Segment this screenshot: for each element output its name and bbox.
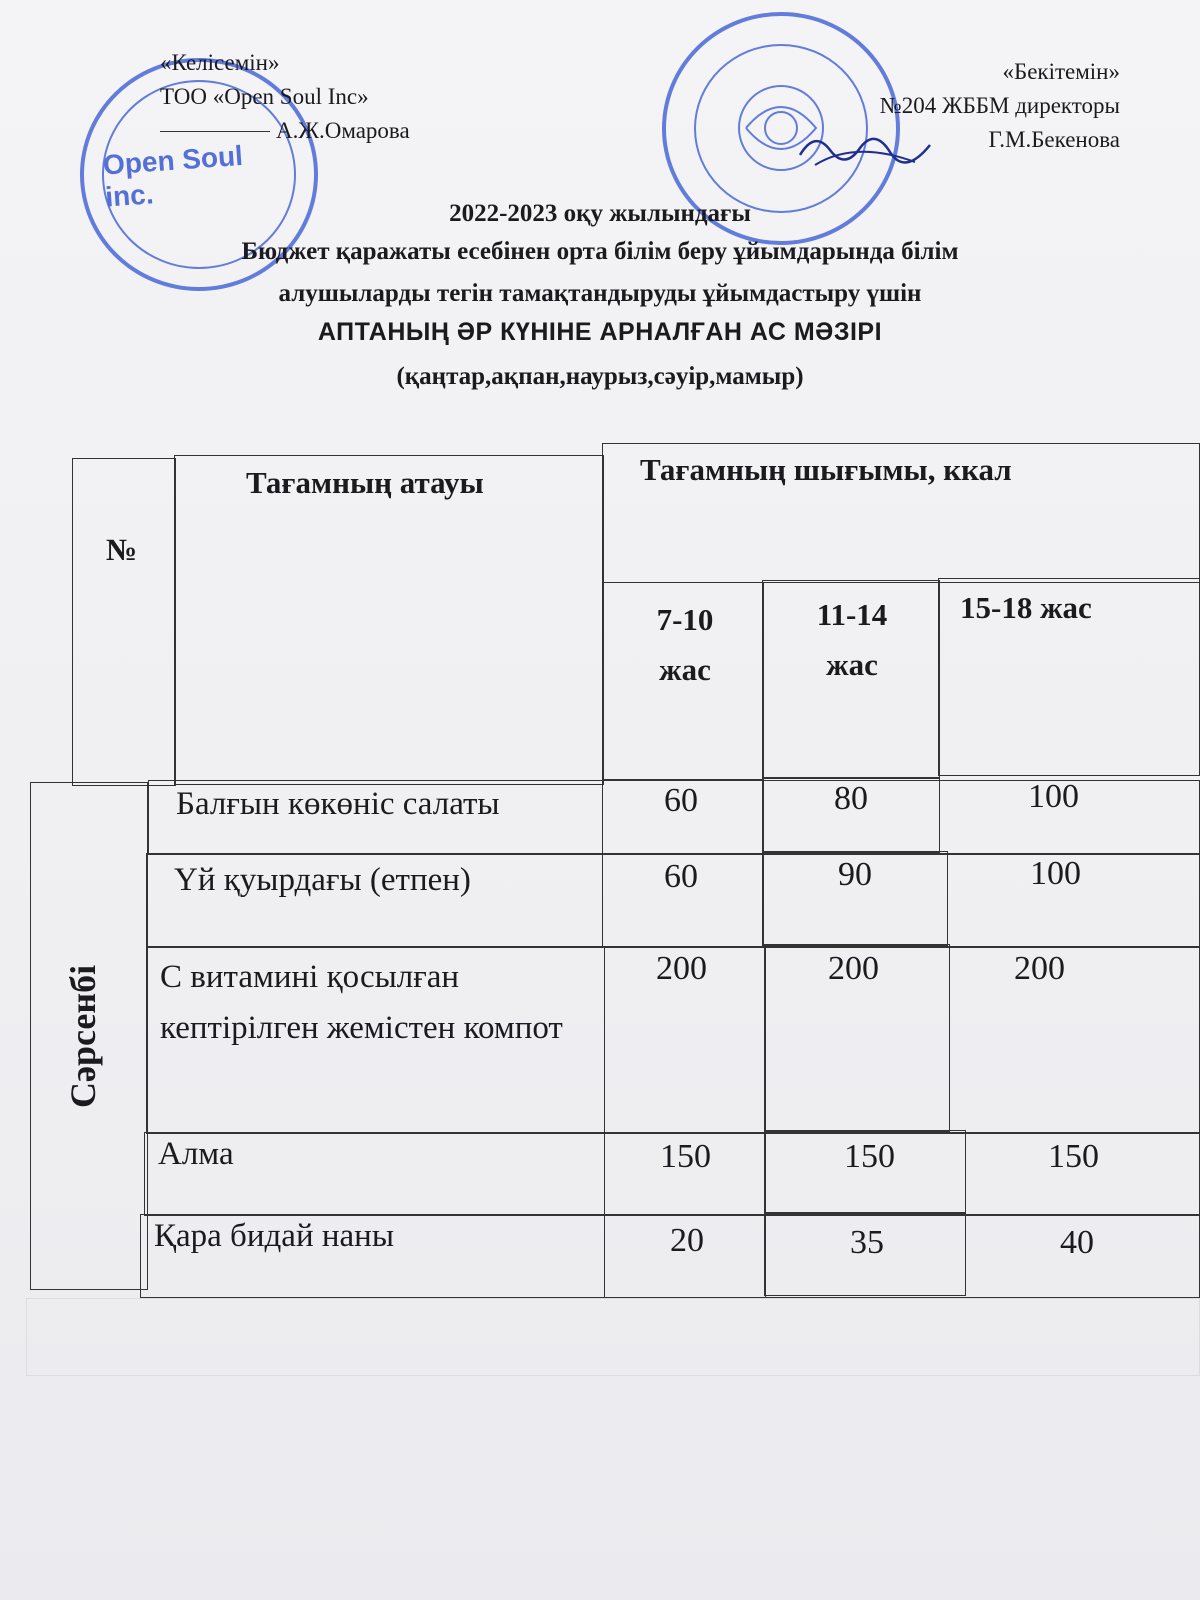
signature-line <box>160 131 270 132</box>
dish-name: Алма <box>158 1136 234 1172</box>
dish-name: С витамині қосылған кептірілген жемістен компот <box>160 959 563 1046</box>
value-11-14: 35 <box>850 1224 884 1261</box>
approval-agreed-heading: «Келісемін» <box>160 50 280 75</box>
approval-agreed-name: А.Ж.Омарова <box>276 118 410 143</box>
value-15-18: 100 <box>1028 778 1079 815</box>
value-15-18: 150 <box>1048 1138 1099 1175</box>
approval-agreed <box>160 46 410 148</box>
title-main: АПТАНЫҢ ӘР КҮНІНЕ АРНАЛҒАН АС МӘЗІРІ <box>317 318 883 346</box>
header-number-cell <box>72 458 176 786</box>
header-name-cell <box>174 455 604 785</box>
approval-confirmed-position: №204 ЖББМ директоры <box>879 93 1120 118</box>
value-11-14: 80 <box>834 780 868 817</box>
value-7-10: 20 <box>670 1222 704 1259</box>
title-line-2: Бюджет қаражаты есебінен орта білім беру ұйымдарында білім <box>241 238 959 265</box>
value-15-18: 200 <box>1014 950 1065 987</box>
value-7-10: 200 <box>656 950 707 987</box>
dish-name: Балғын көкөніс салаты <box>176 786 500 822</box>
value-11-14: 200 <box>828 950 879 987</box>
show-through-row <box>26 1298 1200 1376</box>
header-age-7-10: 7-10 жас <box>656 602 714 687</box>
approval-agreed-org: ТОО «Open Soul Inc» <box>160 84 369 109</box>
approval-confirmed <box>880 55 1120 157</box>
value-7-10: 60 <box>664 858 698 895</box>
value-15-18: 40 <box>1060 1224 1094 1261</box>
value-15-18: 100 <box>1030 855 1081 892</box>
value-7-10: 60 <box>664 782 698 819</box>
dish-name: Қара бидай наны <box>154 1218 394 1254</box>
dish-name: Үй қуырдағы (етпен) <box>174 862 471 898</box>
title-line-3: алушыларды тегін тамақтандыруды ұйымдастыру үшін <box>278 280 922 307</box>
title-months: (қаңтар,ақпан,наурыз,сәуір,мамыр) <box>396 363 804 390</box>
title-year: 2022-2023 оқу жылындағы <box>449 200 751 227</box>
header-dish-name: Тағамның атауы <box>246 465 484 500</box>
header-number: № <box>106 532 138 567</box>
approval-confirmed-heading: «Бекітемін» <box>1002 59 1120 84</box>
day-label: Сәрсенбі <box>63 964 103 1108</box>
header-age-15-18: 15-18 жас <box>960 590 1092 625</box>
value-11-14: 150 <box>844 1138 895 1175</box>
value-7-10: 150 <box>660 1138 711 1175</box>
header-age-11-14: 11-14 жас <box>816 597 888 682</box>
value-11-14: 90 <box>838 856 872 893</box>
header-output: Тағамның шығымы, ккал <box>640 452 1012 487</box>
stamp-brand: Open Soul inc. <box>101 139 244 213</box>
approval-confirmed-name: Г.М.Бекенова <box>988 127 1120 152</box>
